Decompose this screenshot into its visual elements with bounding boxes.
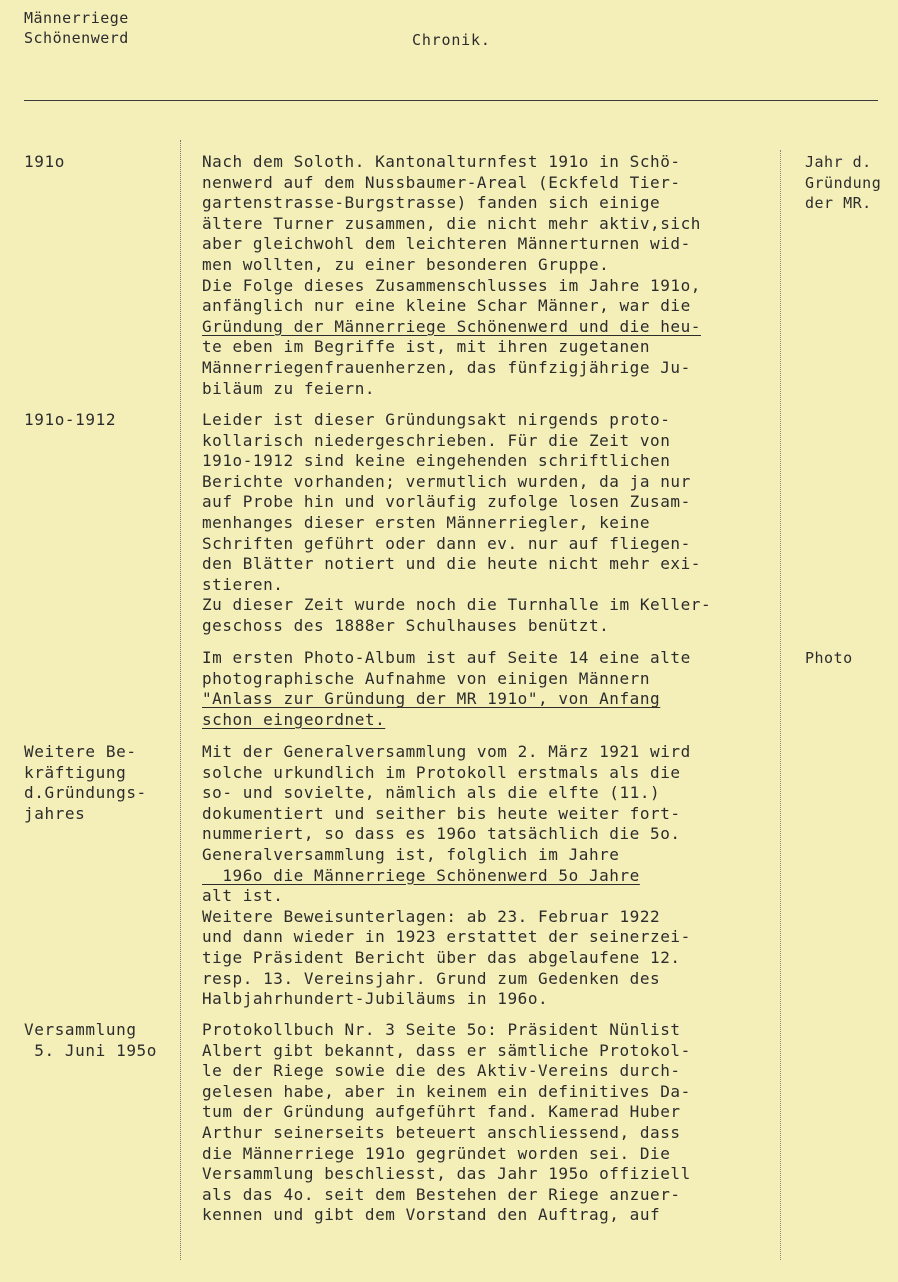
- text-line: tum der Gründung aufgeführt fand. Kamerad Huber: [202, 1102, 681, 1122]
- text-line: die Männerriege 191o gegründet worden sei. Die: [202, 1143, 671, 1163]
- label-line: Versammlung: [24, 1020, 137, 1039]
- text-line: 191o-1912 sind keine eingehenden schriftlichen: [202, 451, 671, 471]
- label-line: kräftigung: [24, 762, 127, 782]
- org-line-1: Männerriege: [24, 9, 129, 27]
- note-line: Gründung: [805, 173, 882, 192]
- text-line: stieren.: [202, 574, 284, 594]
- note-line: Jahr d.: [805, 153, 872, 171]
- text-line: anfänglich nur eine kleine Schar Männer, war die: [202, 296, 691, 316]
- section-text: [202, 648, 782, 730]
- text-line: Versammlung beschliesst, das Jahr 195o offiziell: [202, 1164, 691, 1184]
- note-line: Photo: [805, 649, 853, 667]
- text-line: menhanges dieser ersten Männerriegler, keine: [202, 512, 651, 532]
- text-line: so- und sovielte, nämlich als die elfte (11.): [202, 783, 661, 803]
- text-line: photographische Aufnahme von einigen Männern: [202, 668, 651, 688]
- text-line: Zu dieser Zeit wurde noch die Turnhalle im Keller-: [202, 595, 712, 615]
- section-text: [202, 742, 782, 1010]
- section-text: [202, 410, 782, 637]
- org-line-2: Schönenwerd: [24, 29, 129, 47]
- section-label: [24, 742, 147, 824]
- label-line: 191o: [24, 152, 65, 171]
- text-line: gelesen habe, aber in keinem ein definitives Da-: [202, 1081, 691, 1101]
- section-label: [24, 1020, 157, 1061]
- text-line: kollarisch niedergeschrieben. Für die Zeit von: [202, 430, 671, 450]
- label-line: 5. Juni 195o: [24, 1040, 158, 1060]
- text-line: 196o die Männerriege Schönenwerd 5o Jahre: [202, 865, 640, 885]
- text-line: tige Präsident Bericht über das abgelaufene 12.: [202, 947, 681, 967]
- text-line: te eben im Begriffe ist, mit ihren zugetanen: [202, 337, 651, 357]
- text-line: kennen und gibt dem Vorstand den Auftrag, auf: [202, 1205, 661, 1225]
- text-line: Weitere Beweisunterlagen: ab 23. Februar 1922: [202, 906, 661, 926]
- text-line: aber gleichwohl dem leichteren Männerturnen wid-: [202, 234, 691, 254]
- header-rule: [24, 100, 878, 101]
- text-line: Nach dem Soloth. Kantonalturnfest 191o in Schö-: [202, 152, 681, 171]
- text-line: dokumentiert und seither bis heute weiter fort-: [202, 803, 681, 823]
- text-line: resp. 13. Vereinsjahr. Grund zum Gedenken des: [202, 968, 661, 988]
- text-line: solche urkundlich im Protokoll erstmals als die: [202, 762, 681, 782]
- text-line: Mit der Generalversammlung vom 2. März 1921 wird: [202, 742, 691, 761]
- text-line: geschoss des 1888er Schulhauses benützt.: [202, 615, 610, 635]
- label-line: jahres: [24, 803, 86, 823]
- page-title: Chronik.: [412, 31, 491, 49]
- label-line: 191o-1912: [24, 410, 117, 429]
- section-text: [202, 152, 782, 399]
- text-line: Halbjahrhundert-Jubiläums in 196o.: [202, 989, 549, 1009]
- text-line: auf Probe hin und vorläufig zufolge losen Zusam-: [202, 492, 691, 512]
- text-line: Albert gibt bekannt, dass er sämtliche Protokol-: [202, 1040, 691, 1060]
- text-line: gartenstrasse-Burgstrasse) fanden sich einige: [202, 193, 661, 213]
- note-line: der MR.: [805, 194, 872, 213]
- margin-note: [805, 648, 853, 669]
- organization-name: [24, 8, 129, 48]
- text-line: den Blätter notiert und die heute nicht mehr exi-: [202, 554, 701, 574]
- text-line: Generalversammlung ist, folglich im Jahre: [202, 844, 620, 864]
- text-line: Männerriegenfrauenherzen, das fünfzigjährige Ju-: [202, 357, 691, 377]
- text-line: alt ist.: [202, 886, 284, 906]
- text-line: nenwerd auf dem Nussbaumer-Areal (Eckfeld Tier-: [202, 172, 681, 192]
- section-text: [202, 1020, 782, 1226]
- text-line: Im ersten Photo-Album ist auf Seite 14 eine alte: [202, 648, 691, 667]
- section-label: [24, 410, 116, 431]
- text-line: Protokollbuch Nr. 3 Seite 5o: Präsident Nünlist: [202, 1020, 681, 1039]
- text-line: Die Folge dieses Zusammenschlusses im Jahre 191o,: [202, 275, 701, 295]
- text-line: Leider ist dieser Gründungsakt nirgends proto-: [202, 410, 671, 429]
- label-line: d.Gründungs-: [24, 783, 147, 803]
- text-line: ältere Turner zusammen, die nicht mehr aktiv,sich: [202, 213, 701, 233]
- label-line: Weitere Be-: [24, 742, 137, 761]
- text-line: als das 4o. seit dem Bestehen der Riege anzuer-: [202, 1184, 681, 1204]
- section-label: [24, 152, 65, 173]
- text-line: "Anlass zur Gründung der MR 191o", von Anfang: [202, 689, 661, 709]
- text-line: Arthur seinerseits beteuert anschliessend, dass: [202, 1122, 681, 1142]
- text-line: biläum zu feiern.: [202, 378, 376, 398]
- text-line: Schriften geführt oder dann ev. nur auf fliegen-: [202, 533, 691, 553]
- text-line: Berichte vorhanden; vermutlich wurden, da ja nur: [202, 471, 691, 491]
- text-line: le der Riege sowie die des Aktiv-Vereins durch-: [202, 1061, 681, 1081]
- text-line: schon eingeordnet.: [202, 709, 386, 729]
- text-line: und dann wieder in 1923 erstattet der seinerzei-: [202, 927, 691, 947]
- text-line: men wollten, zu einer besonderen Gruppe.: [202, 254, 610, 274]
- text-line: nummeriert, so dass es 196o tatsächlich die 5o.: [202, 824, 681, 844]
- margin-note: [805, 152, 881, 214]
- left-column-divider: [180, 140, 182, 1260]
- text-line: Gründung der Männerriege Schönenwerd und die heu-: [202, 316, 701, 336]
